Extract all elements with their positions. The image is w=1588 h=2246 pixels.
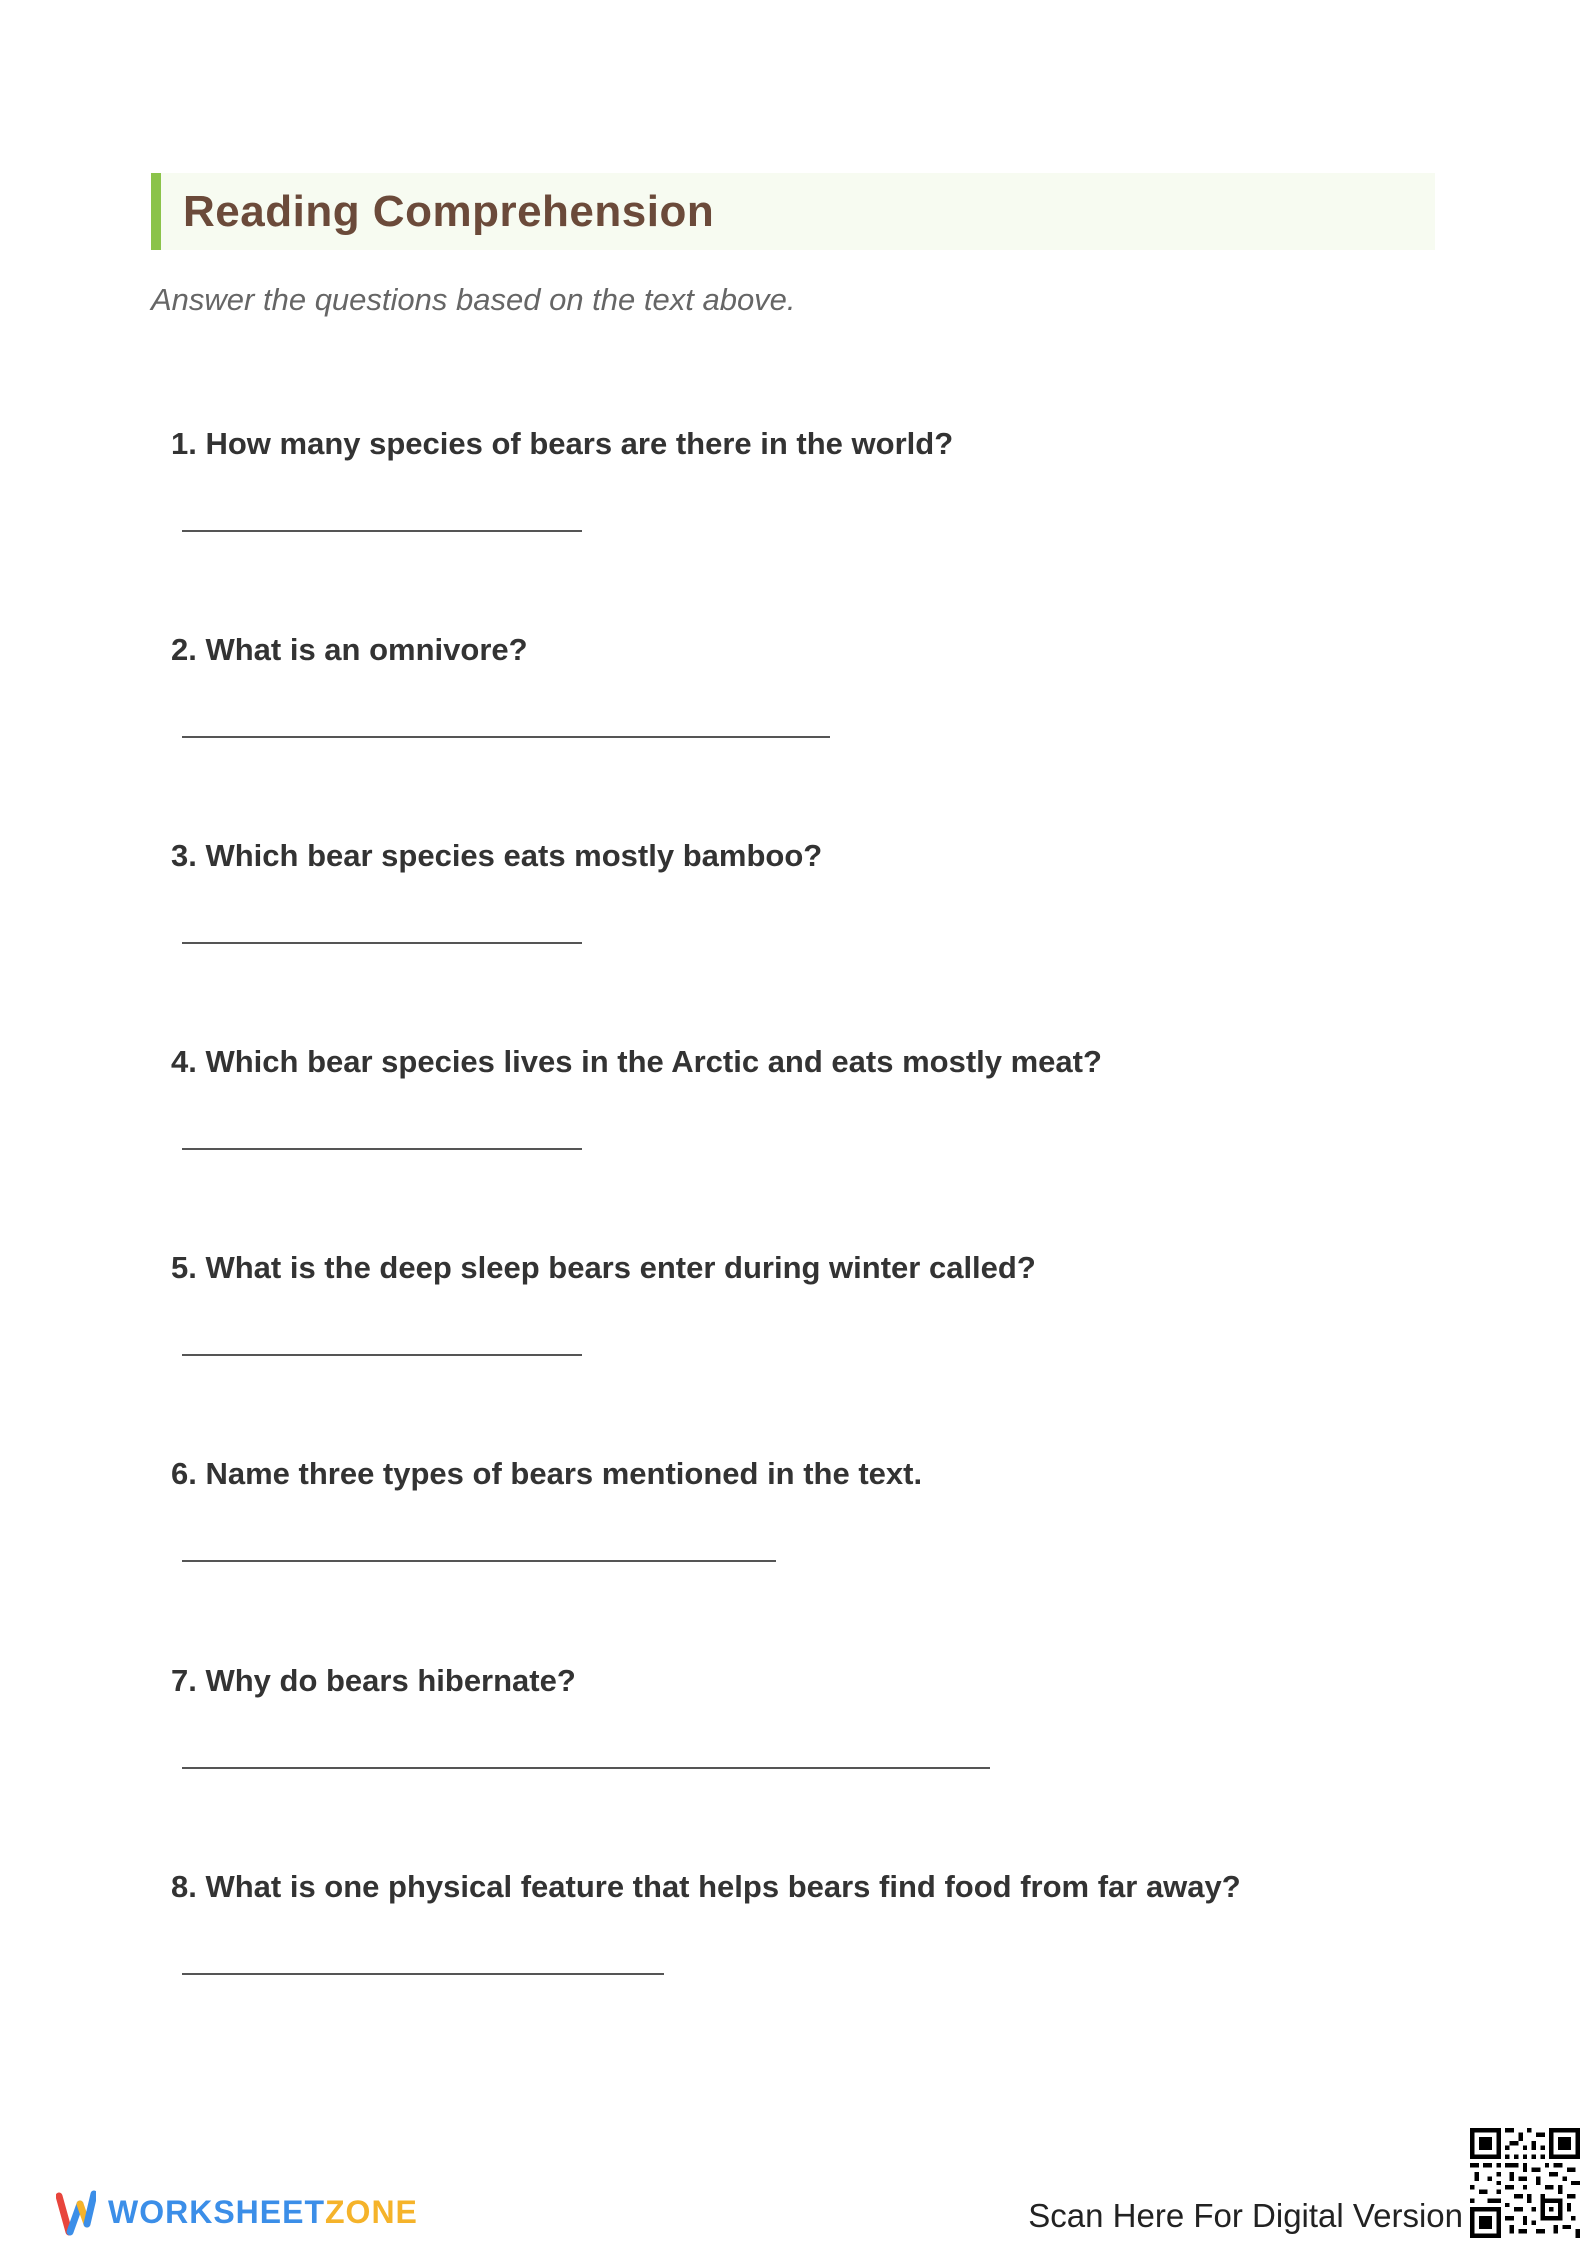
question-1: 1. How many species of bears are there in the world?: [171, 426, 954, 461]
page-title: Reading Comprehension: [183, 187, 715, 236]
question-2: 2. What is an omnivore?: [171, 632, 528, 667]
logo-text-worksheet: WORKSHEET: [108, 2193, 325, 2230]
question-7: 7. Why do bears hibernate?: [171, 1663, 576, 1698]
answer-line-6[interactable]: [182, 1560, 776, 1562]
question-6: 6. Name three types of bears mentioned in the text.: [171, 1456, 923, 1491]
answer-line-4[interactable]: [182, 1148, 582, 1150]
logo-wordmark: [108, 2194, 418, 2231]
answer-line-2[interactable]: [182, 736, 830, 738]
answer-line-3[interactable]: [182, 942, 582, 944]
scan-here-text: Scan Here For Digital Version: [1028, 2197, 1463, 2234]
answer-line-7[interactable]: [182, 1767, 990, 1769]
logo-w-icon: [56, 2186, 96, 2238]
qr-code-icon[interactable]: [1470, 2128, 1580, 2238]
header-accent-bar: [151, 173, 161, 250]
question-8: 8. What is one physical feature that helps bears find food from far away?: [171, 1869, 1241, 1904]
worksheetzone-logo[interactable]: [56, 2184, 418, 2240]
instructions-text: Answer the questions based on the text above.: [151, 282, 796, 317]
answer-line-1[interactable]: [182, 530, 582, 532]
question-4: 4. Which bear species lives in the Arctic and eats mostly meat?: [171, 1044, 1102, 1079]
question-5: 5. What is the deep sleep bears enter during winter called?: [171, 1250, 1036, 1285]
answer-line-5[interactable]: [182, 1354, 582, 1356]
logo-text-zone: ZONE: [325, 2193, 418, 2230]
section-header: [151, 173, 1435, 250]
question-3: 3. Which bear species eats mostly bamboo?: [171, 838, 823, 873]
answer-line-8[interactable]: [182, 1973, 664, 1975]
